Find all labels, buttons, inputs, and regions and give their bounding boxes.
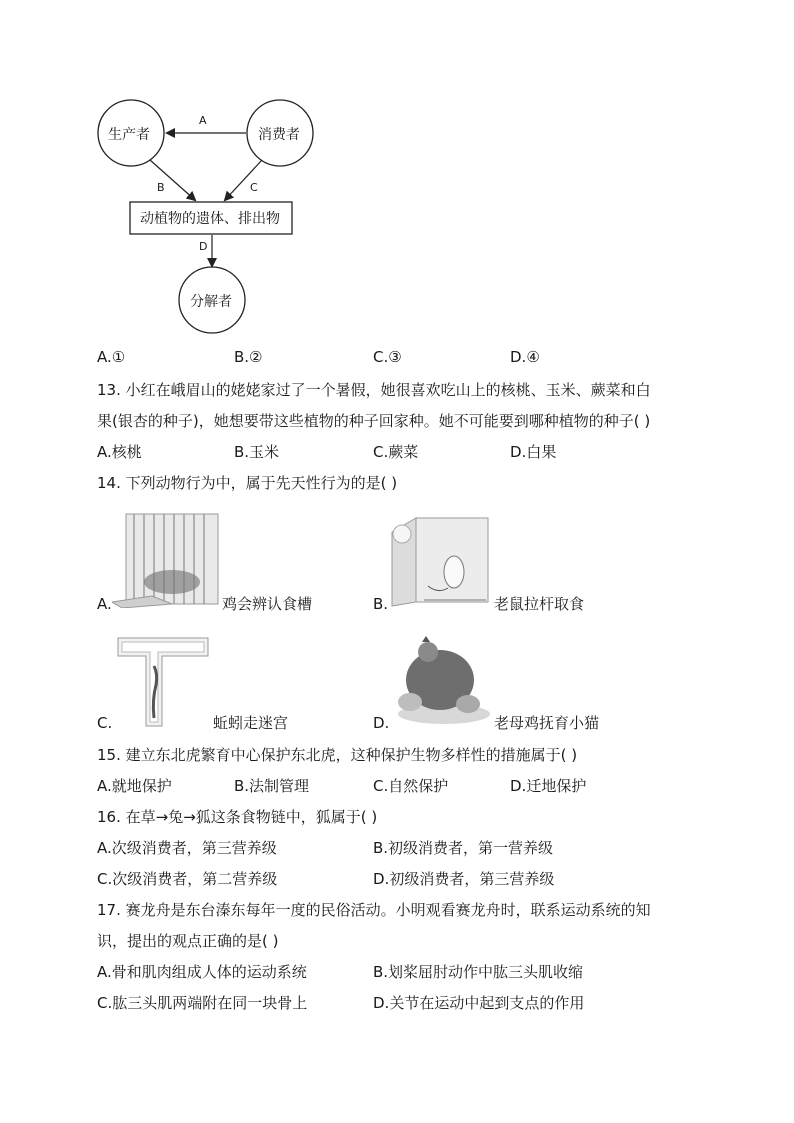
q14-b-letter: B. [373, 595, 389, 613]
q16-stem: 16. 在草→兔→狐这条食物链中，狐属于( ) [97, 808, 378, 826]
q17-option-a: A.骨和肌肉组成人体的运动系统 [97, 963, 307, 981]
q14-a-caption: 鸡会辨认食槽 [222, 595, 313, 613]
arrow-b [150, 160, 195, 200]
q16-option-d: D.初级消费者，第三营养级 [373, 870, 555, 888]
q17-option-d: D.关节在运动中起到支点的作用 [373, 994, 585, 1012]
decomposer-label: 分解者 [190, 294, 232, 310]
producer-label: 生产者 [108, 127, 150, 143]
q16-option-a: A.次级消费者，第三营养级 [97, 839, 277, 857]
q15-option-b: B.法制管理 [234, 777, 310, 795]
remains-label: 动植物的遗体、排出物 [140, 211, 280, 227]
ecosystem-diagram [0, 0, 794, 350]
q13-stem-line1: 13. 小红在峨眉山的姥姥家过了一个暑假，她很喜欢吃山上的核桃、玉米、蕨菜和白 [97, 381, 651, 399]
q17-stem-line2: 识，提出的观点正确的是( ) [97, 932, 279, 950]
hen-kittens-image [388, 630, 492, 728]
q13-option-d: D.白果 [510, 443, 557, 461]
q14-a-letter: A. [97, 595, 112, 613]
q15-stem: 15. 建立东北虎繁育中心保护东北虎，这种保护生物多样性的措施属于( ) [97, 746, 578, 764]
q14-b-caption: 老鼠拉杆取食 [494, 595, 585, 613]
q14-c-letter: C. [97, 714, 113, 732]
q12-option-c: C.③ [373, 348, 402, 366]
arrow-d-label: D [199, 240, 208, 253]
q14-d-caption: 老母鸡抚育小猫 [494, 714, 600, 732]
mouse-box-image [388, 514, 492, 608]
arrow-c-label: C [250, 181, 258, 194]
q13-option-c: C.蕨菜 [373, 443, 419, 461]
q16-option-b: B.初级消费者，第一营养级 [373, 839, 554, 857]
q16-option-c: C.次级消费者，第二营养级 [97, 870, 278, 888]
q12-option-d: D.④ [510, 348, 540, 366]
q14-c-caption: 蚯蚓走迷宫 [213, 714, 289, 732]
q17-stem-line1: 17. 赛龙舟是东台溱东每年一度的民俗活动。小明观看赛龙舟时，联系运动系统的知 [97, 901, 651, 919]
q17-option-b: B.划桨屈肘动作中肱三头肌收缩 [373, 963, 584, 981]
q13-stem-line2: 果(银杏的种子)，她想要带这些植物的种子回家种。她不可能要到哪种植物的种子( ) [97, 412, 651, 430]
q12-option-a: A.① [97, 348, 126, 366]
arrow-a-label: A [199, 114, 207, 127]
arrow-c [225, 160, 262, 200]
q15-option-c: C.自然保护 [373, 777, 449, 795]
q15-option-a: A.就地保护 [97, 777, 172, 795]
q12-option-b: B.② [234, 348, 263, 366]
chicken-cage-image [112, 512, 220, 608]
q14-stem: 14. 下列动物行为中，属于先天性行为的是( ) [97, 474, 398, 492]
q17-option-c: C.肱三头肌两端附在同一块骨上 [97, 994, 308, 1012]
q14-d-letter: D. [373, 714, 390, 732]
q15-option-d: D.迁地保护 [510, 777, 587, 795]
arrow-b-label: B [157, 181, 165, 194]
q13-option-a: A.核桃 [97, 443, 142, 461]
earthworm-maze-image [112, 630, 212, 730]
q13-option-b: B.玉米 [234, 443, 280, 461]
consumer-label: 消费者 [258, 127, 300, 143]
